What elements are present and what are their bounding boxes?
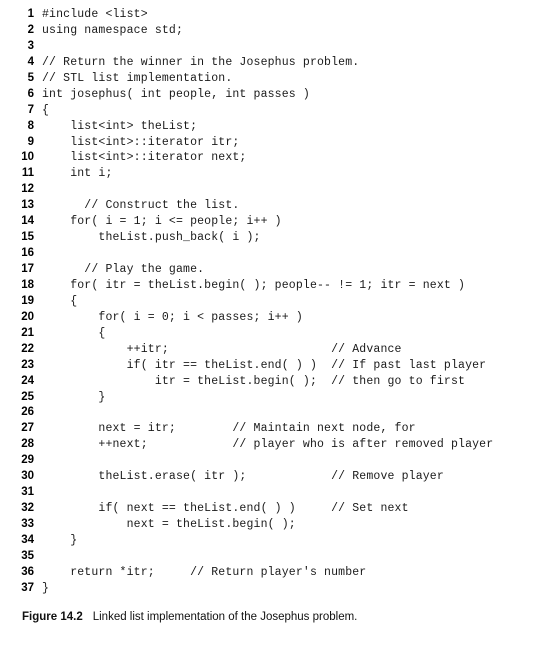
code-line — [0, 501, 551, 517]
figure-caption-text: Linked list implementation of the Josephus problem. — [92, 611, 358, 623]
code-text: { — [42, 103, 50, 117]
line-number: 12 — [21, 183, 34, 196]
code-text: for( itr = theList.begin( ); people-- != 1; itr = next ) — [42, 278, 466, 292]
line-number: 8 — [27, 119, 34, 132]
code-line — [0, 374, 551, 390]
code-line — [0, 166, 551, 182]
line-number: 21 — [21, 326, 34, 339]
code-line — [0, 198, 551, 214]
code-text: // Play the game. — [42, 263, 205, 276]
line-number: 28 — [21, 438, 34, 451]
line-number: 9 — [27, 135, 34, 148]
code-line — [0, 581, 551, 597]
code-text: itr = theList.begin( ); // then go to first — [42, 374, 466, 388]
code-line — [0, 150, 551, 166]
code-text: theList.erase( itr ); // Remove player — [42, 470, 444, 484]
code-line — [0, 39, 551, 55]
code-text: list<int>::iterator next; — [42, 151, 247, 165]
code-text: next = itr; // Maintain next node, for — [42, 422, 416, 436]
code-text: // Construct the list. — [42, 199, 240, 213]
code-text: for( i = 0; i < passes; i++ ) — [42, 310, 303, 324]
code-text: list<int> theList; — [42, 119, 198, 133]
line-number: 10 — [21, 151, 34, 164]
line-number: 29 — [21, 454, 34, 467]
line-number: 36 — [21, 565, 34, 578]
line-number: 20 — [21, 310, 34, 323]
code-text: for( i = 1; i <= people; i++ ) — [42, 215, 282, 229]
code-text: next = theList.begin( ); — [42, 518, 296, 531]
line-number: 18 — [21, 278, 34, 291]
code-listing — [0, 7, 551, 597]
code-text: } — [42, 390, 106, 404]
code-line — [0, 469, 551, 485]
code-line — [0, 485, 551, 501]
code-line — [0, 246, 551, 262]
code-line — [0, 278, 551, 294]
line-number: 15 — [21, 231, 34, 244]
code-line — [0, 342, 551, 358]
code-line — [0, 103, 551, 119]
line-number: 19 — [21, 294, 34, 307]
code-line — [0, 294, 551, 310]
code-text: { — [42, 294, 78, 308]
line-number: 37 — [21, 581, 34, 594]
line-number: 14 — [21, 215, 34, 228]
code-text: list<int>::iterator itr; — [42, 135, 240, 149]
line-number: 2 — [27, 23, 34, 36]
code-text: } — [42, 533, 78, 547]
code-line — [0, 214, 551, 230]
line-number: 30 — [21, 470, 34, 483]
line-number: 13 — [21, 199, 34, 212]
code-text: if( itr == theList.end( ) ) // If past last player — [42, 358, 487, 372]
line-number: 24 — [21, 374, 34, 387]
code-text: // STL list implementation. — [42, 71, 233, 85]
line-number: 11 — [21, 167, 34, 180]
line-number: 25 — [21, 390, 34, 403]
code-line — [0, 421, 551, 437]
line-number: 3 — [27, 39, 34, 52]
code-text: using namespace std; — [42, 23, 184, 37]
code-text: // Return the winner in the Josephus problem. — [42, 55, 360, 69]
line-number: 26 — [21, 406, 34, 419]
code-line — [0, 358, 551, 374]
code-line — [0, 390, 551, 406]
code-line — [0, 23, 551, 39]
code-line — [0, 262, 551, 278]
line-number: 1 — [27, 8, 34, 20]
code-line — [0, 87, 551, 103]
code-text: int i; — [42, 167, 113, 181]
code-line — [0, 119, 551, 135]
code-line — [0, 549, 551, 565]
line-number: 4 — [27, 55, 34, 68]
code-text: #include <list> — [42, 8, 148, 21]
code-line — [0, 55, 551, 71]
code-line — [0, 7, 551, 23]
code-line — [0, 230, 551, 246]
line-number: 17 — [21, 263, 34, 275]
code-text: if( next == theList.end( ) ) // Set next — [42, 502, 409, 516]
figure-label: Figure 14.2 — [22, 611, 83, 623]
code-text: int josephus( int people, int passes ) — [42, 87, 310, 101]
code-line — [0, 533, 551, 549]
code-line — [0, 310, 551, 326]
line-number: 23 — [21, 358, 34, 371]
line-number: 32 — [21, 502, 34, 515]
line-number: 35 — [21, 549, 34, 562]
code-line — [0, 182, 551, 198]
code-text: { — [42, 326, 106, 340]
code-line — [0, 517, 551, 533]
line-number: 5 — [27, 71, 34, 84]
line-number: 31 — [21, 486, 34, 499]
code-line — [0, 71, 551, 87]
code-line — [0, 437, 551, 453]
code-text: ++next; // player who is after removed player — [42, 438, 494, 452]
code-line — [0, 135, 551, 151]
line-number: 34 — [21, 533, 34, 546]
code-text: } — [42, 581, 50, 595]
line-number: 33 — [21, 518, 34, 530]
code-line — [0, 326, 551, 342]
line-number: 6 — [27, 87, 34, 100]
line-number: 7 — [27, 103, 34, 116]
code-text: return *itr; // Return player's number — [42, 565, 367, 579]
code-line — [0, 565, 551, 581]
line-number: 22 — [21, 342, 34, 355]
code-text: theList.push_back( i ); — [42, 231, 261, 245]
code-line — [0, 453, 551, 469]
line-number: 16 — [21, 247, 34, 260]
line-number: 27 — [21, 422, 34, 435]
code-text: ++itr; // Advance — [42, 342, 402, 356]
code-lines — [0, 7, 551, 597]
figure-caption — [22, 611, 357, 623]
code-line — [0, 405, 551, 421]
